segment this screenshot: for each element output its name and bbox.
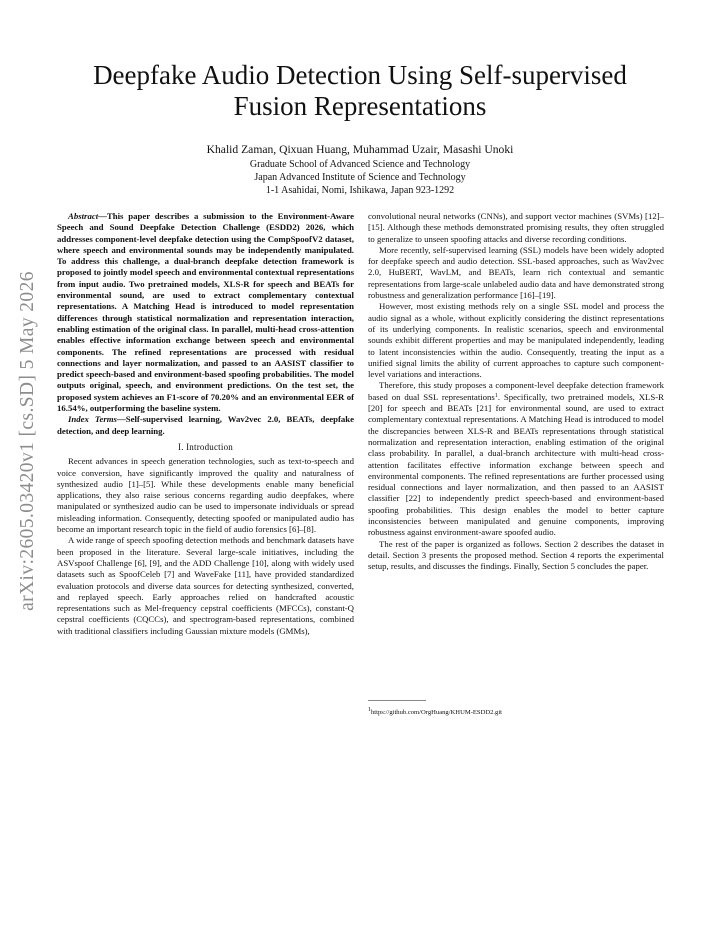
abstract-label: Abstract	[68, 211, 99, 221]
abstract	[57, 211, 354, 414]
intro-paragraph-1: Recent advances in speech generation technologies, such as text-to-speech and voice conversion, have significantly improved the quality and naturalness of synthesized audio [1]–[5]. While these developments enable many beneficial applications, they also raise serious concerns regarding audio deepfakes, where manipulated or synthesized audio can be used to impersonate individuals or spread misleading information. Consequently, detecting spoofed or manipulated audio has become an important research topic in the field of audio forensics [6]–[8].	[57, 456, 354, 535]
intro-paragraph-5: However, most existing methods rely on a single SSL model and process the audio signal as a whole, without explicitly considering the distinct representations of its underlying components. In realistic scenarios, speech and environmental sounds exhibit different properties and may be manipulated independently, leading to latent inconsistencies within the audio. Consequently, treating the input as a unified signal limits the ability of current approaches to capture such component-level variations and interactions.	[368, 301, 664, 380]
intro-paragraph-7: The rest of the paper is organized as follows. Section 2 describes the dataset in detail. Section 3 presents the proposed method. Section 4 reports the experimental setup, results, and discusses the findings. Finally, Section 5 concludes the paper.	[368, 538, 664, 572]
right-column	[368, 211, 664, 573]
title-line-1: Deepfake Audio Detection Using Self-supervised	[93, 60, 627, 90]
intro-paragraph-2: A wide range of speech spoofing detection methods and benchmark datasets have been proposed in the literature. Several large-scale initiatives, including the ASVspoof Challenge [6], [9], and the ADD Challenge [10], along with widely used datasets such as SpoofCeleb [7] and WaveFake [11], have provided standardized evaluation protocols and diverse data sources for detecting synthesized, converted, and replayed speech. Early approaches relied on handcrafted acoustic representations such as Mel-frequency cepstral coefficients (MFCCs), constant-Q cepstral coefficients (CQCCs), and spectrogram-based representations, combined with traditional classifiers including Gaussian mixture models (GMMs),	[57, 535, 354, 636]
index-terms	[57, 414, 354, 437]
footnote-divider	[368, 700, 426, 701]
paper-title	[60, 60, 660, 122]
intro-paragraph-4: More recently, self-supervised learning (SSL) models have been widely adopted for deepfake speech and audio detection. SSL-based approaches, such as Wav2vec 2.0, HuBERT, WavLM, and BEATs, learn rich contextual and semantic representations from large-scale unlabeled audio data and have demonstrated strong robustness and generalization performance [16]–[19].	[368, 244, 664, 301]
proposal-details: Specifically, two pretrained models, XLS-R [20] for speech and BEATs [21] for environmental sound, are used to extract complementary contextual representations. A Matching Head is introduced to model the discrepancies between XLS-R and BEATs representations through statistical normalization and representation interaction, enabling estimation of the original class probability. In parallel, a dual-branch architecture with multi-head cross-attention facilitates effective information exchange between speech and environmental components. The refined representations are further processed using residual connections and layer normalization, and then passed to an AASIST classifier [22] to independently predict speech-based and environment-based spoofing probabilities. This design enables the model to better capture inconsistencies between manipulated and genuine components, improving robustness against environment-aware spoofed audio.	[368, 391, 664, 538]
affiliation-institute: Japan Advanced Institute of Science and Technology	[254, 172, 466, 183]
section-heading-introduction: I. Introduction	[178, 441, 233, 452]
intro-paragraph-6: Therefore, this study proposes a component-level deepfake detection framework based on dual SSL representations$^1$. Specifically, two pretrained models, XLS-R [20] for speech and BEATs [21] for environmental sound, are used to extract complementary contextual representations. A Matching Head is introduced to model the discrepancies between XLS-R and BEATs representations through statistical normalization and representation interaction, enabling estimation of the original class probability. In parallel, a dual-branch architecture with multi-head cross-attention facilitates effective information exchange between speech and environmental components. The refined representations are further processed using residual connections and layer normalization, and then passed to an AASIST classifier [22] to independently predict speech-based and environment-based spoofing probabilities. This design enables the model to better capture inconsistencies between manipulated and genuine components, improving robustness against environment-aware spoofed audio.	[368, 380, 664, 538]
proposal-sentence: Therefore, this study proposes a component-level deepfake detection framework based on dual SSL representations	[368, 380, 664, 402]
affiliation-school: Graduate School of Advanced Science and Technology	[249, 159, 471, 170]
intro-paragraph-3: convolutional neural networks (CNNs), and support vector machines (SVMs) [12]–[15]. Although these methods demonstrated promising results, they often struggled to generalize to unseen spoofing attacks and diverse recording conditions.	[368, 211, 664, 244]
abstract-text: —This paper describes a submission to the Environment-Aware Speech and Sound Deepfake Detection Challenge (ESDD2) 2026, which addresses component-level deepfake detection using the CompSpoofV2 dataset, where speech and environmental sounds may be independently manipulated. To address this challenge, a dual-branch deepfake detection framework is proposed to jointly model speech and environmental contextual representations from input audio. Two pretrained models, XLS-R for speech and BEATs for environmental sound, are used to extract complementary contextual representations. A Matching Head is introduced to model representation differences through statistical normalization and representation interaction, enabling estimation of the original class. In parallel, multi-head cross-attention enables effective information exchange between speech and environmental components. The refined representations are processed with residual connections and layer normalization, and passed to an AASIST classifier to predict speech-based and environment-based spoofing probabilities. The model outputs original, speech, and environment predictions. On the test set, the proposed system achieves an F1-score of 70.20% and an environmental EER of 16.54%, outperforming the baseline system.	[57, 211, 354, 414]
affiliation-address: 1-1 Asahidai, Nomi, Ishikawa, Japan 923-1292	[265, 185, 455, 196]
index-terms-text: —Self-supervised learning, Wav2vec 2.0, BEATs, deepfake detection, and deep learning.	[57, 414, 354, 436]
title-line-2: Fusion Representations	[233, 91, 487, 121]
footnote-marker: 1	[494, 392, 498, 399]
footnote-number: 1	[368, 707, 371, 713]
footnote	[368, 708, 664, 717]
index-terms-label: Index Terms	[68, 414, 117, 425]
footnote-link[interactable]: https://github.com/OrgHuang/KHUM-ESDD2.git	[371, 709, 503, 716]
left-column	[57, 211, 354, 637]
author-list: Khalid Zaman, Qixuan Huang, Muhammad Uzair, Masashi Unoki	[206, 143, 514, 156]
arxiv-identifier-stamp: arXiv:2605.03420v1 [cs.SD] 5 May 2026	[17, 271, 38, 611]
